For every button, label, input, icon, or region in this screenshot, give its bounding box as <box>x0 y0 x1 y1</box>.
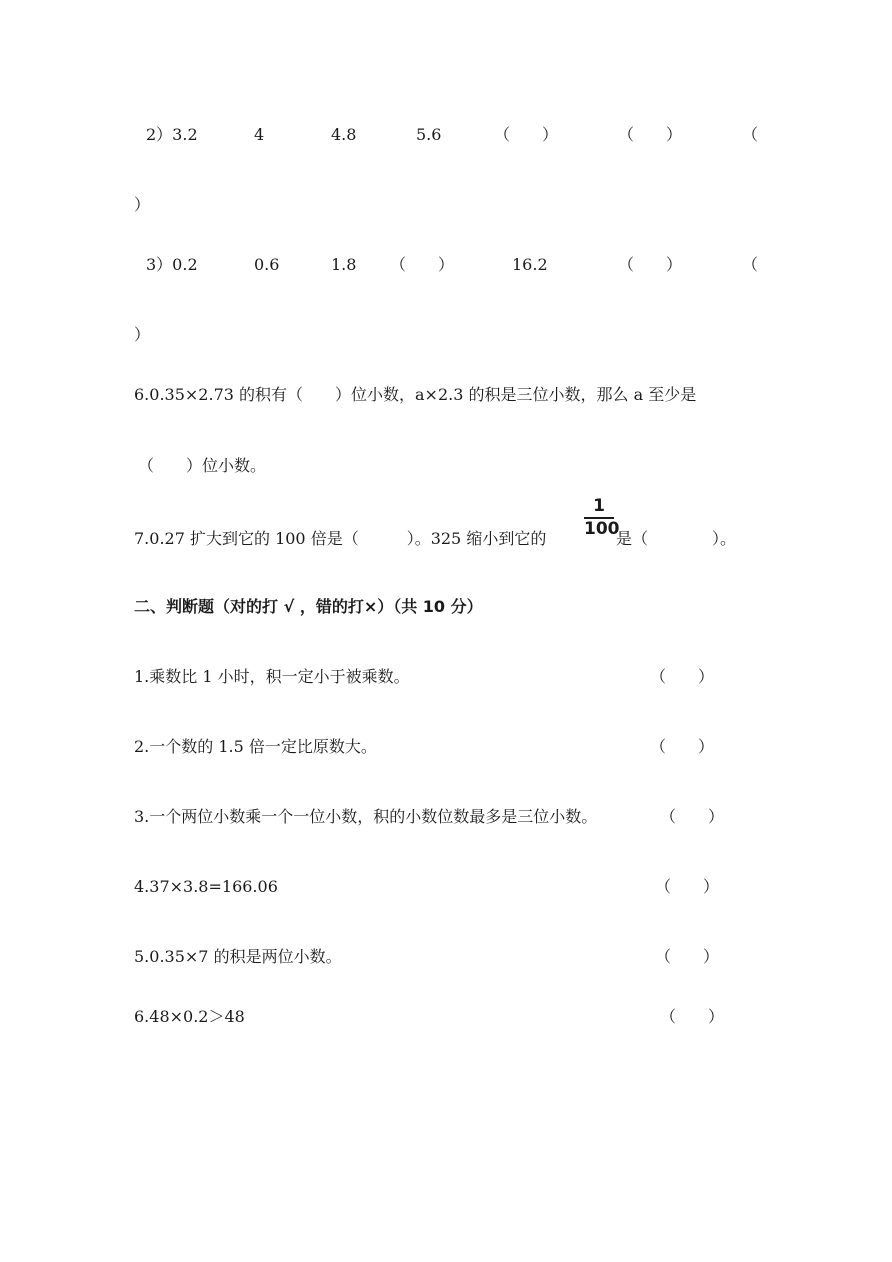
seq3-answer-blank-close: ） <box>134 325 151 344</box>
question-6-line1: 6.0.35×2.73 的积有（ ）位小数，a×2.3 的积是三位小数，那么 a 至少是 <box>134 385 697 404</box>
seq3-answer-blank[interactable]: （ ） <box>618 255 683 274</box>
seq2-answer-blank[interactable]: （ ） <box>494 125 559 144</box>
judge-answer-blank[interactable]: （ ） <box>655 947 720 966</box>
judge-item-text: 6.48×0.2＞48 <box>134 1007 245 1026</box>
fraction-one-hundredth <box>584 496 620 539</box>
seq3-label: 3）0.2 <box>146 255 198 274</box>
seq3-value: 1.8 <box>331 255 357 274</box>
judge-item-text: 2.一个数的 1.5 倍一定比原数大。 <box>134 737 377 756</box>
judge-item-text: 5.0.35×7 的积是两位小数。 <box>134 947 342 966</box>
judge-answer-blank[interactable]: （ ） <box>650 737 715 756</box>
judge-item-text: 4.37×3.8=166.06 <box>134 877 278 896</box>
section-heading: 二、判断题（对的打 √ ，错的打×）（共 10 分） <box>134 597 483 616</box>
fraction-denominator: 100 <box>584 519 620 539</box>
seq3-answer-blank[interactable]: （ ） <box>390 255 455 274</box>
seq2-value: 5.6 <box>416 125 442 144</box>
seq2-answer-blank-close: ） <box>134 195 151 214</box>
seq3-value: 16.2 <box>512 255 548 274</box>
judge-answer-blank[interactable]: （ ） <box>660 1007 725 1026</box>
seq2-answer-blank-open[interactable]: （ <box>742 125 759 144</box>
judge-item-text: 3.一个两位小数乘一个一位小数，积的小数位数最多是三位小数。 <box>134 807 598 826</box>
seq3-answer-blank-open[interactable]: （ <box>742 255 759 274</box>
question-6-line2: （ ）位小数。 <box>138 456 267 475</box>
question-7-before: 7.0.27 扩大到它的 100 倍是（ ）。325 缩小到它的 <box>134 529 547 548</box>
seq2-answer-blank[interactable]: （ ） <box>618 125 683 144</box>
seq2-label: 2）3.2 <box>146 125 198 144</box>
judge-answer-blank[interactable]: （ ） <box>655 877 720 896</box>
seq3-value: 0.6 <box>254 255 280 274</box>
judge-answer-blank[interactable]: （ ） <box>660 807 725 826</box>
question-7-after: 是（ ）。 <box>616 529 737 548</box>
judge-answer-blank[interactable]: （ ） <box>650 667 715 686</box>
fraction-numerator: 1 <box>593 496 605 516</box>
seq2-value: 4.8 <box>331 125 357 144</box>
seq2-value: 4 <box>254 125 265 144</box>
judge-item-text: 1.乘数比 1 小时，积一定小于被乘数。 <box>134 667 410 686</box>
